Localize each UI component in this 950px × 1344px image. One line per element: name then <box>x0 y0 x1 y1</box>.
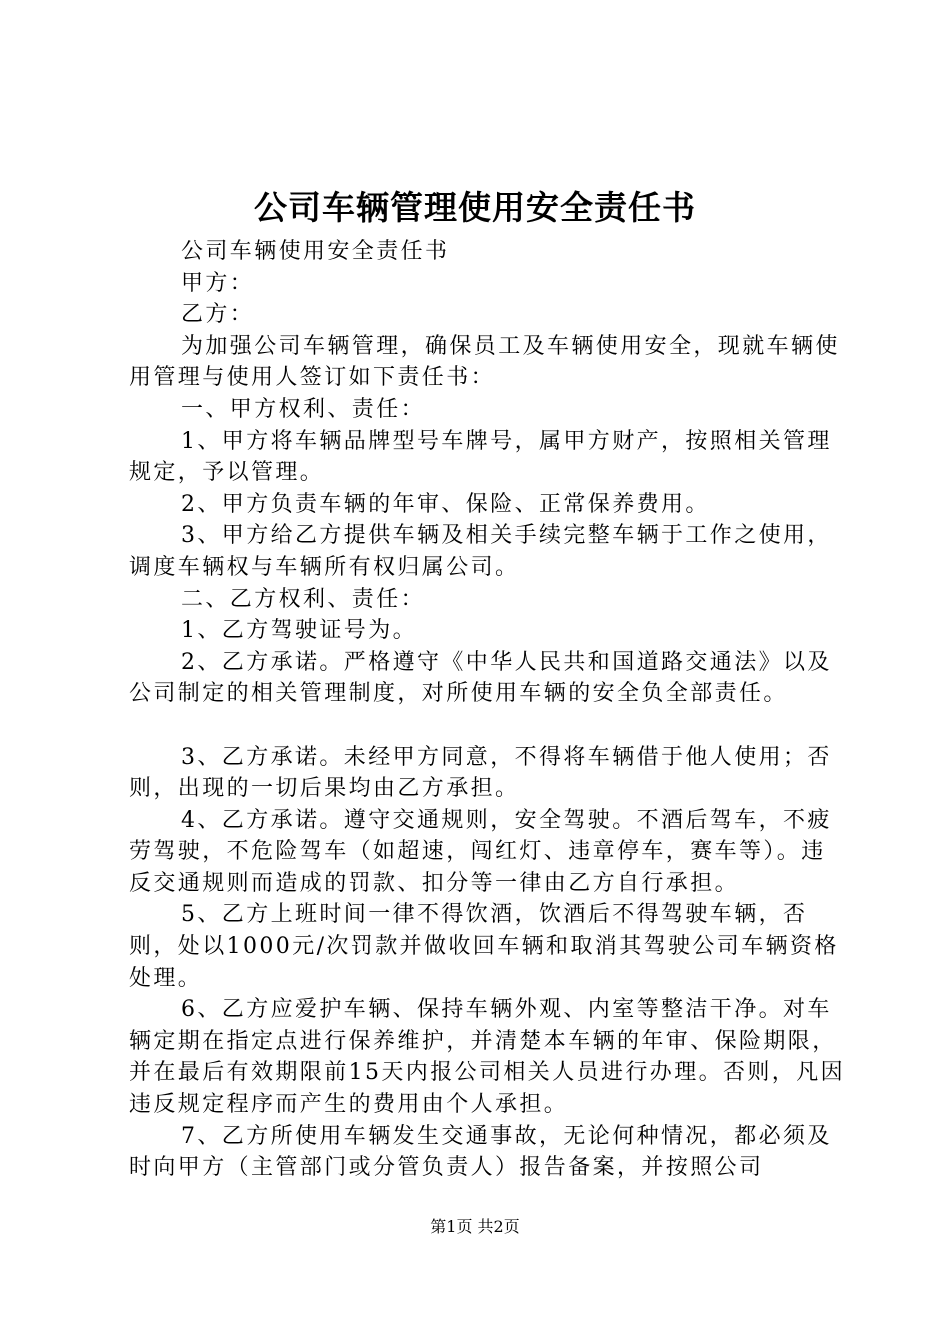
paragraph-a-item-3: 3、甲方给乙方提供车辆及相关手续完整车辆于工作之使用，调度车辆权与车辆所有权归属公司。 <box>129 523 832 580</box>
blank-line <box>129 710 845 742</box>
paragraph-intro: 为加强公司车辆管理，确保员工及车辆使用安全，现就车辆使用管理与使用人签订如下责任书： <box>129 333 840 391</box>
section-heading-party-a: 一、甲方权利、责任： <box>181 396 426 422</box>
document-title: 公司车辆管理使用安全责任书 <box>254 188 696 227</box>
paragraph-b-item-3: 3、乙方承诺。未经甲方同意，不得将车辆借于他人使用；否则，出现的一切后果均由乙方承担。 <box>129 744 832 802</box>
paragraph-b-item-1: 1、乙方驾驶证号为。 <box>181 618 417 644</box>
paragraph-b-item-4: 4、乙方承诺。遵守交通规则，安全驾驶。不酒后驾车，不疲劳驾驶，不危险驾车（如超速，闯红灯、违章停车，赛车等）。违反交通规则而造成的罚款、扣分等一律由乙方自行承担。 <box>129 807 832 896</box>
paragraph-party-a: 甲方： <box>181 270 255 296</box>
section-heading-party-b: 二、乙方权利、责任： <box>181 586 426 612</box>
paragraph-a-item-1: 1、甲方将车辆品牌型号车牌号，属甲方财产，按照相关管理规定，予以管理。 <box>129 428 832 486</box>
document-body <box>129 236 845 1184</box>
paragraph-party-b: 乙方： <box>181 302 255 328</box>
page-footer: 第1页 共2页 <box>430 1217 520 1236</box>
paragraph-b-item-6: 6、乙方应爱护车辆、保持车辆外观、内室等整洁干净。对车辆定期在指定点进行保养维护，并清楚本车辆的年审、保险期限，并在最后有效期限前15天内报公司相关人员进行办理。否则，凡因违反规定程序而产生的费用由个人承担。 <box>129 997 845 1118</box>
paragraph-b-item-2: 2、乙方承诺。严格遵守《中华人民共和国道路交通法》以及公司制定的相关管理制度，对所使用车辆的安全负全部责任。 <box>129 649 832 707</box>
paragraph-subtitle: 公司车辆使用安全责任书 <box>181 239 450 264</box>
paragraph-b-item-7: 7、乙方所使用车辆发生交通事故，无论何种情况，都必须及时向甲方（主管部门或分管负责人）报告备案，并按照公司 <box>129 1123 832 1181</box>
paragraph-a-item-2: 2、甲方负责车辆的年审、保险、正常保养费用。 <box>181 491 710 517</box>
paragraph-b-item-5: 5、乙方上班时间一律不得饮酒，饮酒后不得驾驶车辆，否则，处以1000元/次罚款并做收回车辆和取消其驾驶公司车辆资格处理。 <box>129 902 839 991</box>
